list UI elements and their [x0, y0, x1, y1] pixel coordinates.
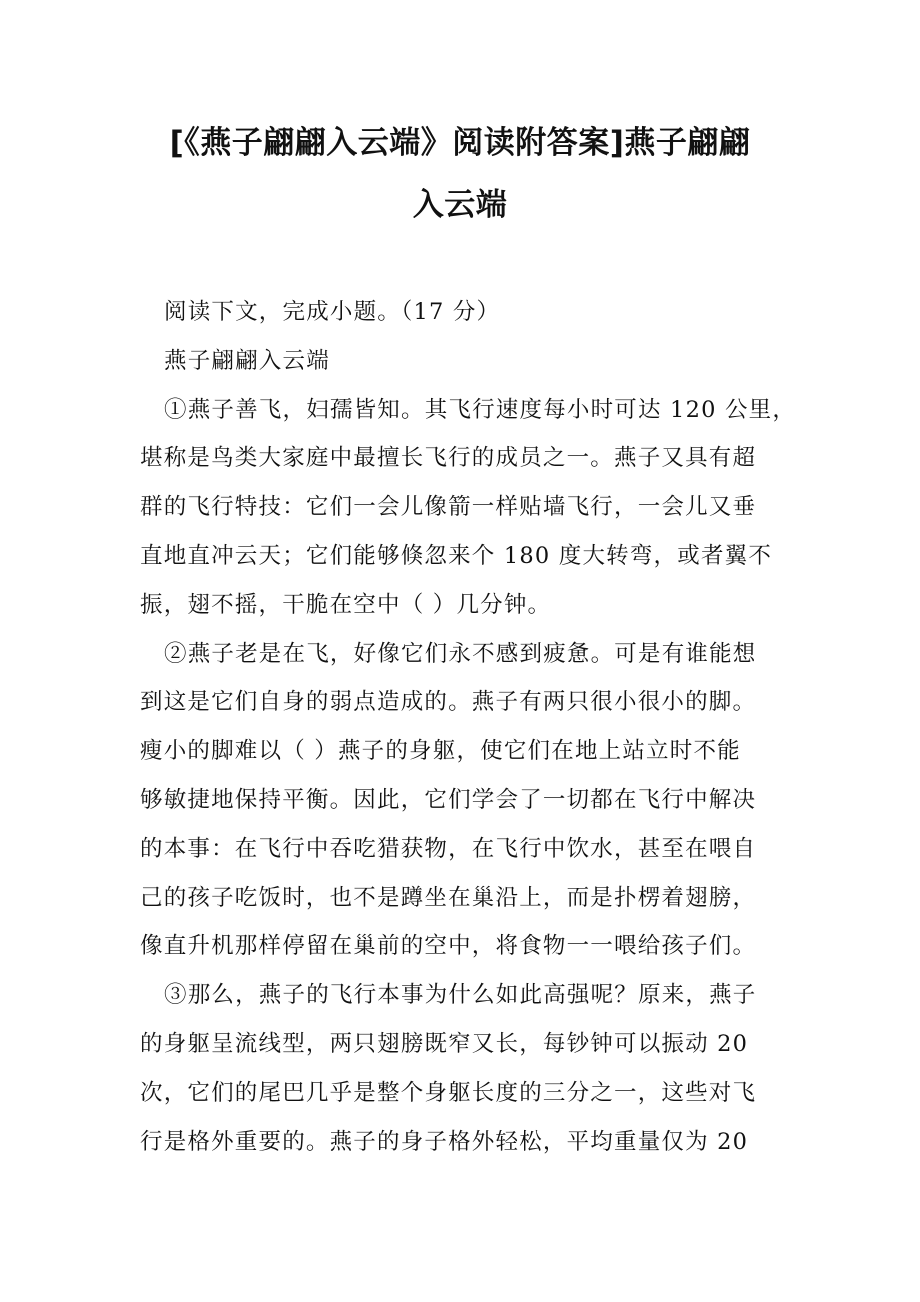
- paragraph-3-line: 次，它们的尾巴几乎是整个身躯长度的三分之一，这些对飞: [140, 1079, 757, 1106]
- paragraph-1-line: 堪称是鸟类大家庭中最擅长飞行的成员之一。燕子又具有超: [140, 445, 757, 472]
- paragraph-2-line: 瘦小的脚难以（ ）燕子的身躯，使它们在地上站立时不能: [140, 738, 741, 765]
- paragraph-3-line: 行是格外重要的。燕子的身子格外轻松，平均重量仅为 20: [140, 1128, 749, 1155]
- paragraph-2-line: 己的孩子吃饭时，也不是蹲坐在巢沿上，而是扑楞着翅膀，: [140, 884, 757, 911]
- paragraph-2-line: 像直升机那样停留在巢前的空中，将食物一一喂给孩子们。: [140, 933, 757, 960]
- title-line-2: 入云端: [412, 187, 508, 223]
- instruction-line: 阅读下文，完成小题。（17 分）: [164, 299, 501, 325]
- paragraph-2-line: ②燕子老是在飞，好像它们永不感到疲惫。可是有谁能想: [164, 640, 757, 667]
- paragraph-2-line: 够敏捷地保持平衡。因此，它们学会了一切都在飞行中解决: [140, 786, 757, 813]
- paragraph-3-line: 的身躯呈流线型，两只翅膀既窄又长，每钞钟可以振动 20: [140, 1030, 749, 1057]
- paragraph-2-line: 的本事：在飞行中吞吃猎获物，在飞行中饮水，甚至在喂自: [140, 835, 757, 862]
- paragraph-2-line: 到这是它们自身的弱点造成的。燕子有两只很小很小的脚。: [140, 689, 757, 716]
- paragraph-1-line: 振，翅不摇，干脆在空中（ ）几分钟。: [140, 591, 552, 618]
- paragraph-1-line: 直地直冲云天；它们能够倏忽来个 180 度大转弯，或者翼不: [140, 542, 773, 569]
- paragraph-1-line: ①燕子善飞，妇孺皆知。其飞行速度每小时可达 120 公里，: [164, 396, 797, 423]
- paragraph-3-line: ③那么，燕子的飞行本事为什么如此高强呢？原来，燕子: [164, 982, 757, 1009]
- paragraph-1-line: 群的飞行特技：它们一会儿像箭一样贴墙飞行，一会儿又垂: [140, 494, 757, 521]
- title-line-1: [《燕子翩翩入云端》阅读附答案]燕子翩翩: [169, 125, 751, 161]
- article-body: [140, 288, 797, 1166]
- document-title: [120, 112, 800, 236]
- article-subtitle: 燕子翩翩入云端: [164, 347, 330, 374]
